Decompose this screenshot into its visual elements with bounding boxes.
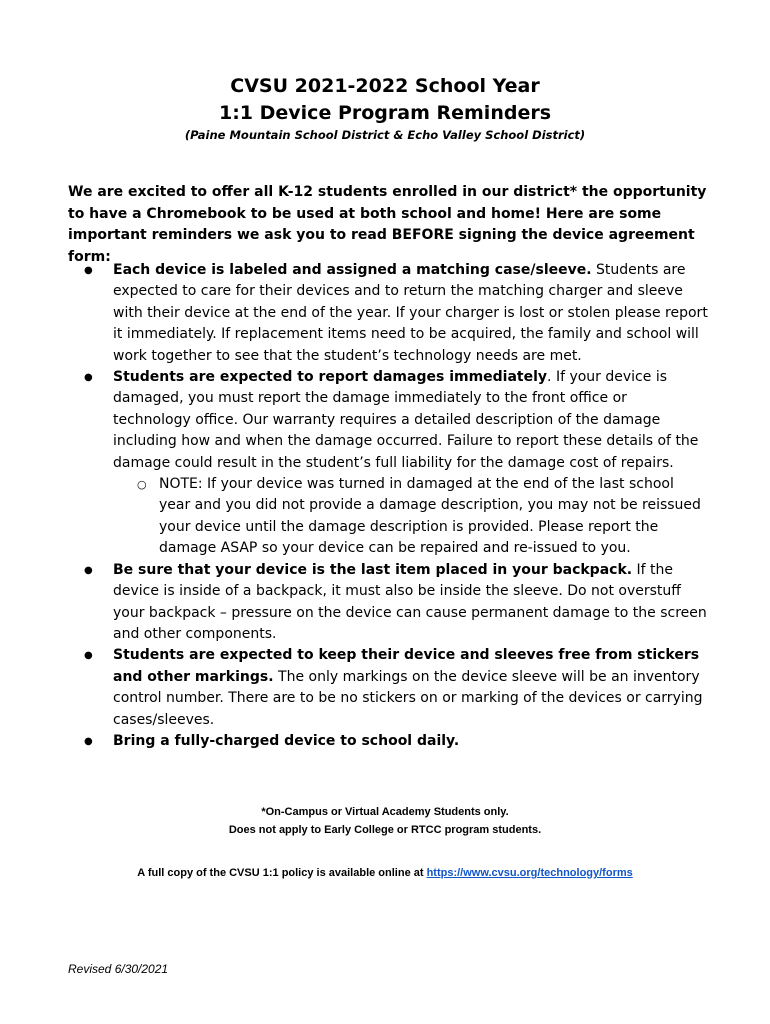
footnote-line2: Does not apply to Early College or RTCC program students. [228,824,542,836]
reminder-text: If the device is inside of a backpack, it must also be inside the sleeve. Do not overstuff your backpack – pressure on the device can cause permanent damage to the screen and other components. [113,561,707,642]
reminder-lead: Bring a fully-charged device to school daily. [113,732,460,749]
reminder-item-no-stickers [68,645,708,731]
reminder-item-charged-device [68,731,708,752]
reminder-item-labeled-device [68,260,708,367]
reminder-text: The only markings on the device sleeve will be an inventory control number. There are to be no stickers on or marking of the devices or carrying cases/sleeves. [113,668,703,728]
reminder-sublist [113,474,708,560]
reminder-lead: Students are expected to report damages immediately [113,369,548,386]
intro-paragraph: We are excited to offer all K-12 students enrolled in our district* the opportunity to have a Chromebook to be used at both school and home! Here are some important reminders we ask you to read BEFORE signing the device agreement form: [68,184,707,265]
document-title-line2: 1:1 Device Program Reminders [218,102,552,124]
reminder-note-text: NOTE: If your device was turned in damaged at the end of the last school year and you did not provide a damage description, you may not be reissued your device until the damage description is provided. Please report the damage ASAP so your device can be repaired and re-issued to you. [159,476,701,557]
reminder-item-backpack [68,560,708,646]
reminder-lead: Be sure that your device is the last item placed in your backpack. [113,561,633,578]
reminders-list [68,260,708,752]
reminder-subitem-note [113,474,708,560]
reminder-lead: Students are expected to keep their device and sleeves free from stickers and other markings. [113,647,700,685]
document-title-line1: CVSU 2021-2022 School Year [230,75,540,97]
reminder-text: . If your device is damaged, you must report the damage immediately to the front office or technology office. Our warranty requires a detailed description of the damage including how and when the damage occurred. Failure to report these details of the damage could result in the student’s full liability for the damage cost of repairs. [113,369,699,471]
policy-link[interactable]: https://www.cvsu.org/technology/forms [426,867,633,879]
policy-text: A full copy of the CVSU 1:1 policy is available online at [137,867,427,879]
policy-statement [0,864,770,883]
footnote-line1: *On-Campus or Virtual Academy Students only. [261,806,509,818]
revised-date: Revised 6/30/2021 [68,962,169,976]
reminder-lead: Each device is labeled and assigned a matching case/sleeve. [113,262,592,278]
reminder-text: Students are expected to care for their devices and to return the matching charger and sleeve with their device at the end of the year. If your charger is lost or stolen please report it immediately. If replacement items need to be acquired, the family and school will work together to see that the student’s technology needs are met. [113,262,708,364]
reminder-item-report-damages [68,367,708,560]
document-subtitle: (Paine Mountain School District & Echo Valley School District) [184,128,586,142]
